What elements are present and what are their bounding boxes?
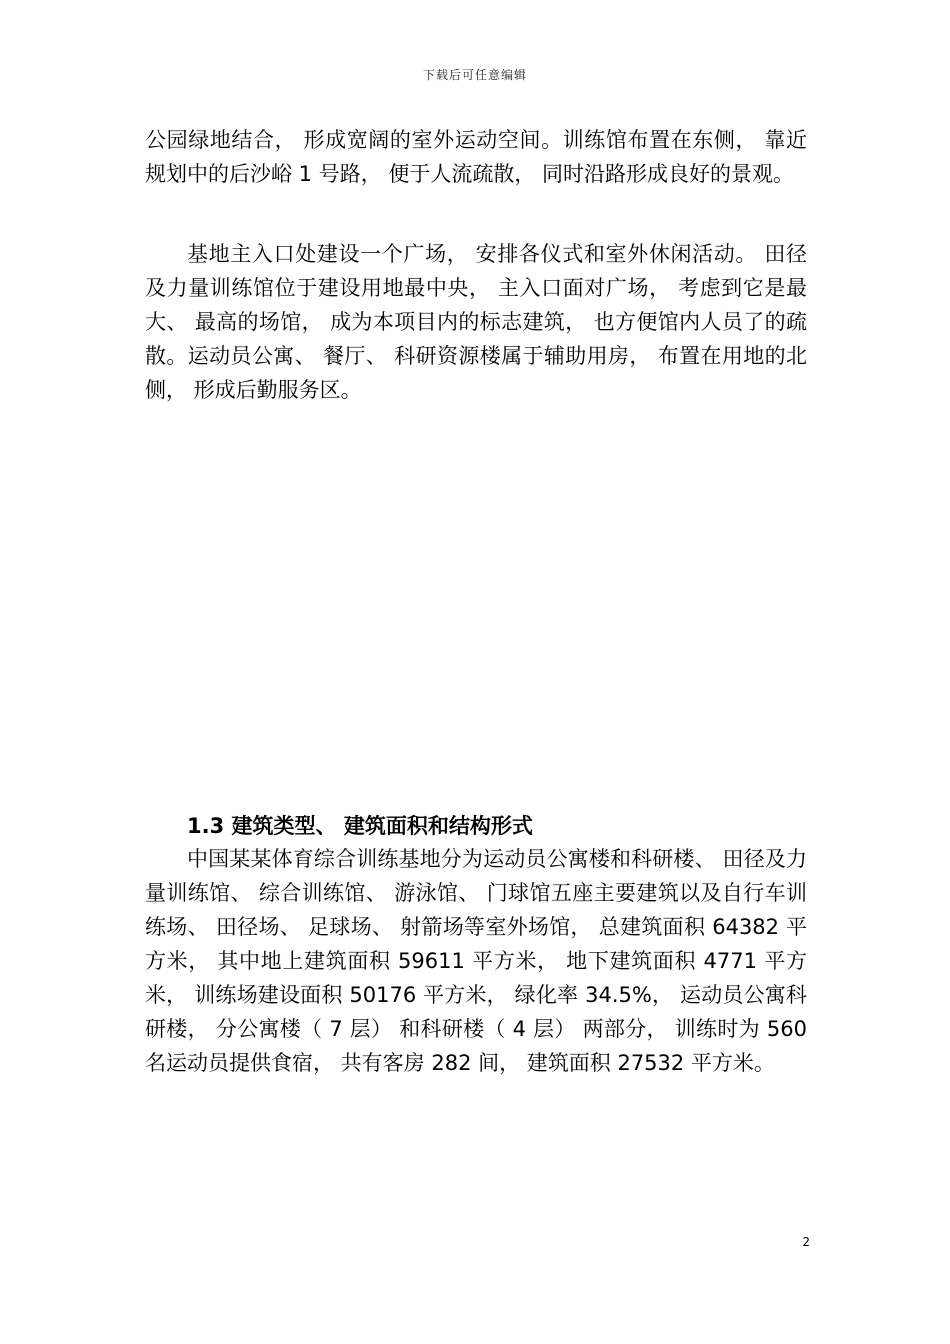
paragraph-building-area: 中国某某体育综合训练基地分为运动员公寓楼和科研楼、 田径及力量训练馆、 综合训练馆、 游泳馆、 门球馆五座主要建筑以及自行车训练场、 田径场、 足球场、 射箭场等室外场馆， 总建筑面积 64382 平方米， 其中地上建筑面积 59611 平方米， 地下建筑面积 4771 平方米， 训练场建设面积 50176 平方米， 绿化率 34.5%， 运动员公寓科研楼， 分公寓楼（ 7 层） 和科研楼（ 4 层） 两部分， 训练时为 560 名运动员提供食宿， 共有客房 282 间， 建筑面积 27532 平方米。	[145, 847, 807, 1075]
paragraph-site-layout: 公园绿地结合， 形成宽阔的室外运动空间。训练馆布置在东侧， 靠近规划中的后沙峪 1 号路， 便于人流疏散， 同时沿路形成良好的景观。	[145, 128, 807, 186]
section-heading: 1.3 建筑类型、 建筑面积和结构形式	[187, 814, 533, 838]
page-number: 2	[802, 1235, 810, 1249]
page-header: 下载后可任意编辑	[422, 68, 527, 82]
paragraph-main-entrance: 基地主入口处建设一个广场， 安排各仪式和室外休闲活动。 田径及力量训练馆位于建设用地最中央， 主入口面对广场， 考虑到它是最大、 最高的场馆， 成为本项目内的标志建筑， 也方便馆内人员了的疏散。运动员公寓、 餐厅、 科研资源楼属于辅助用房， 布置在用地的北侧， 形成后勤服务区。	[145, 242, 807, 402]
